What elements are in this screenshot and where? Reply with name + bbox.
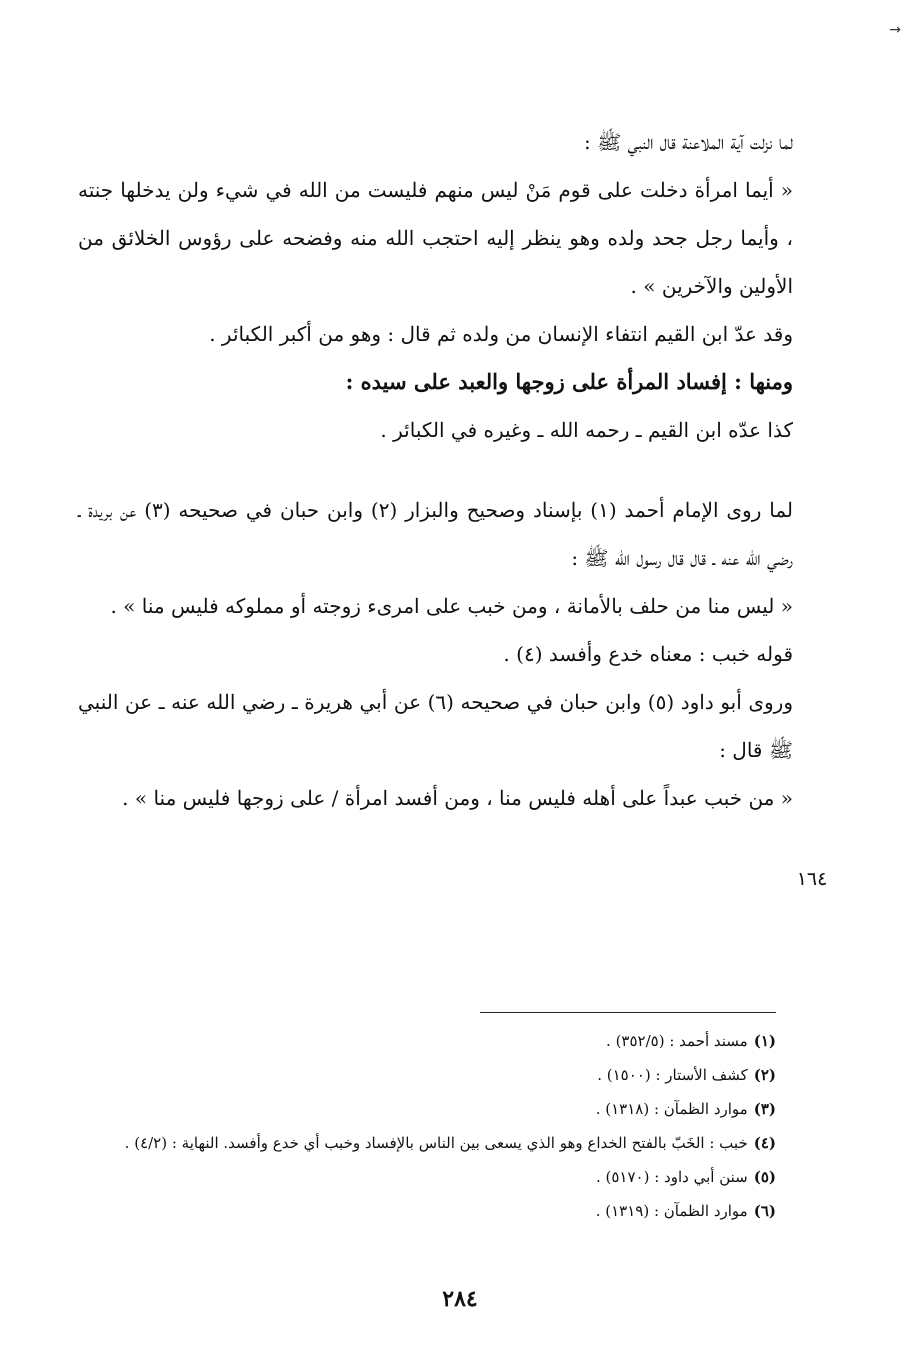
paragraph-3: وقد عدّ ابن القيم انتفاء الإنسان من ولده ثم قال : وهو من أكبر الكبائر . xyxy=(209,322,793,346)
hadith-quote-3: « من خبب عبداً على أهله فليس منا ، ومن أفسد امرأة / على زوجها فليس منا » . xyxy=(122,786,793,810)
footnote-text: سنن أبي داود : (٥١٧٠) . xyxy=(595,1168,748,1186)
footnote xyxy=(70,1160,776,1194)
footnote-number: (٤) xyxy=(753,1134,776,1152)
footnote-text: كشف الأستار : (١٥٠٠) . xyxy=(597,1066,748,1084)
paragraph-4: كذا عدّه ابن القيم ـ رحمه الله ـ وغيره في الكبائر . xyxy=(380,418,793,442)
footnote-divider xyxy=(480,1012,776,1013)
footnote-text: موارد الظمآن : (١٣١٨) . xyxy=(595,1100,748,1118)
footnote-text: مسند أحمد : (٣٥٢/٥) . xyxy=(606,1032,748,1050)
footnote xyxy=(70,1058,776,1092)
margin-reference-number: ١٦٤ xyxy=(796,868,828,890)
footnote-text: خبب : الخَبّ بالفتح الخداع وهو الذي يسعى بين الناس بالإفساد وخبب أي خدع وأفسد. النهاية : (٤/٢) . xyxy=(124,1134,748,1152)
main-text xyxy=(78,118,793,822)
footnote xyxy=(70,1024,776,1058)
paragraph-5: لما روى الإمام أحمد (١) بإسناد وصحيح والبزار (٢) وابن حبان في صحيحه (٣) عن بريدة ـ رضي الله عنه ـ قال قال رسول الله ﷺ : xyxy=(78,498,793,570)
footnote-number: (٦) xyxy=(753,1202,776,1220)
page-number: ٢٨٤ xyxy=(442,1286,478,1312)
footnote-text: موارد الظمآن : (١٣١٩) . xyxy=(595,1202,748,1220)
corner-arrow-mark: → xyxy=(889,22,901,38)
paragraph-8: وروى أبو داود (٥) وابن حبان في صحيحه (٦) عن أبي هريرة ـ رضي الله عنه ـ عن النبي ﷺ قال : xyxy=(78,690,793,762)
section-heading: ومنها : إفساد المرأة على زوجها والعبد على سيده : xyxy=(345,369,793,394)
footnote xyxy=(70,1092,776,1126)
paragraph-1: لما نزلت آية الملاعنة قال النبي ﷺ : xyxy=(584,130,793,154)
footnote-number: (١) xyxy=(753,1032,776,1050)
footnote xyxy=(70,1194,776,1228)
footnote-number: (٥) xyxy=(753,1168,776,1186)
footnote-number: (٢) xyxy=(753,1066,776,1084)
paragraph-7: قوله خبب : معناه خدع وأفسد (٤) . xyxy=(503,642,793,666)
footnote-number: (٣) xyxy=(753,1100,776,1118)
hadith-quote-1: « أيما امرأة دخلت على قوم مَنْ ليس منهم فليست من الله في شيء ولن يدخلها جنته ، وأيما رجل جحد ولده وهو ينظر إليه احتجب الله منه وفضحه على رؤوس الخلائق من الأولين والآخرين » . xyxy=(78,178,793,298)
footnote xyxy=(70,1126,776,1160)
hadith-quote-2: « ليس منا من حلف بالأمانة ، ومن خبب على امرىء زوجته أو مملوكه فليس منا » . xyxy=(110,594,793,618)
footnotes xyxy=(70,1024,776,1228)
spacer xyxy=(78,454,793,486)
